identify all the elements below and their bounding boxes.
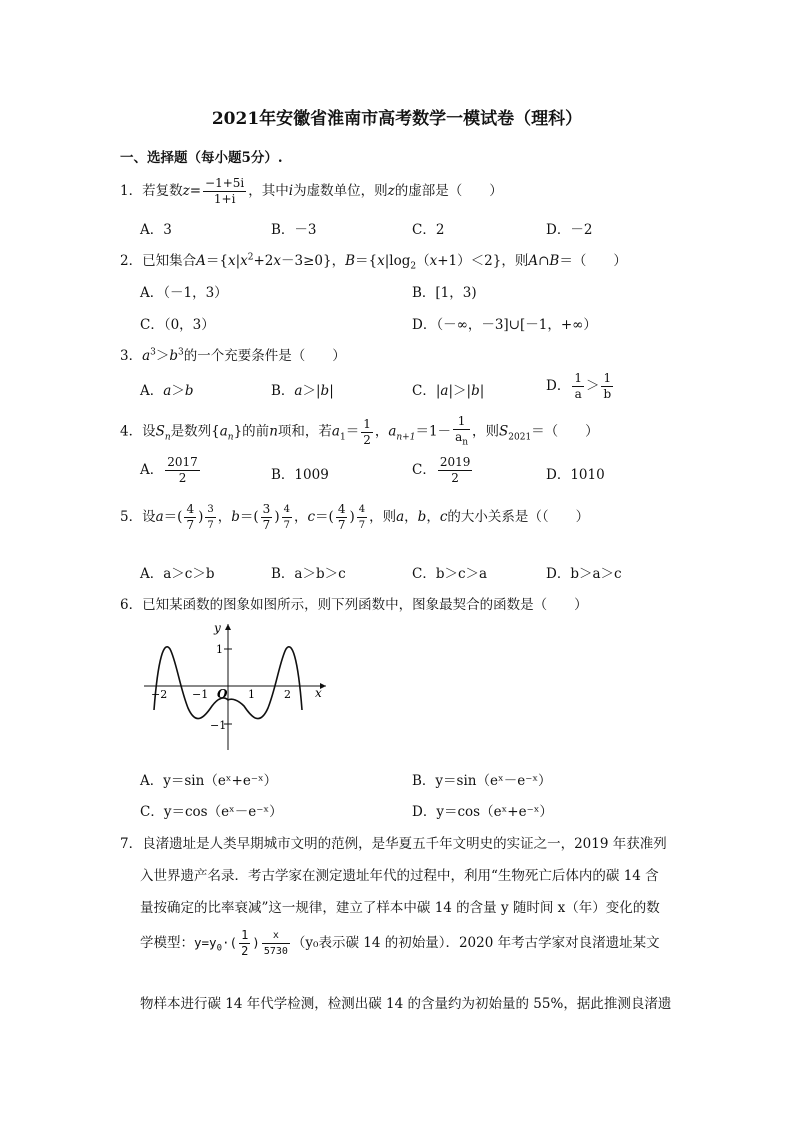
q6-option-b: B．y＝sin（eˣ－e⁻ˣ）	[412, 773, 552, 789]
question-2: 2．已知集合$A=\{x|x^2+2x-3\ge 0\}$，$B=\{x|\log_2(x+1)<2\}$，则A∩B＝（ ）	[120, 252, 627, 272]
q2-option-c: C．（0，3）	[140, 317, 215, 333]
q3-option-d: D． $\frac{1}{a}$ ＞ $\frac{1}{b}$	[546, 371, 612, 401]
y-axis-label: y	[214, 621, 221, 635]
q1-option-b: B．－3	[271, 222, 317, 238]
x-tick-label-2: 2	[284, 688, 291, 701]
q4-option-b: B．1009	[271, 467, 329, 483]
q7-line-4: 学模型：$y=y_0\cdot$( $\frac{1}{2}$ ) $\frac{x}{5730}$ （y₀表示碳 14 的初始量）．2020 年考古学家对良渚遗址某文	[140, 928, 660, 958]
x-axis-label: x	[315, 686, 322, 700]
q1-option-c: C．2	[412, 222, 445, 238]
q6-option-c: C．y＝cos（eˣ－e⁻ˣ）	[140, 804, 283, 820]
q2-option-d: D．（－∞，－3]∪[－1，+∞）	[412, 317, 597, 333]
y-tick-label-1: 1	[216, 643, 223, 656]
q3-option-b: B．a＞|b|	[271, 383, 334, 399]
q3-option-a: A．a＞b	[140, 383, 194, 399]
q7-line-5: 物样本进行碳 14 年代学检测，检测出碳 14 的含量约为初始量的 55%，据此推测良渚遗	[140, 996, 672, 1012]
q6-option-a: A．y＝sin（eˣ+e⁻ˣ）	[140, 773, 278, 789]
q5-option-b: B．a＞b＞c	[271, 566, 346, 582]
decay-model-formula: $y=y_0\cdot$( $\frac{1}{2}$ ) $\frac{x}{5730}$	[194, 928, 288, 958]
origin-label: O	[217, 687, 228, 701]
question-6: 6．已知某函数的图象如图所示，则下列函数中，图象最契合的函数是（ ）	[120, 597, 588, 613]
q7-line-3: 量按确定的比率衰减”这一规律，建立了样本中碳 14 的含量 y 随时间 x（年）变化的数	[140, 900, 660, 916]
q4-option-a: A． $\frac{2017}{2}$	[140, 455, 198, 485]
question-3: 3．$a^3>b^3$的一个充要条件是（ ）	[120, 347, 346, 364]
q1-fraction: $\frac{-1+5i}{1+i}$	[205, 176, 245, 206]
q7-line-1: 7．良渚遗址是人类早期城市文明的范例，是华夏五千年文明史的实证之一，2019 年获准列	[120, 836, 667, 852]
y-tick-label-minus-1: −1	[210, 719, 227, 732]
q1-option-a: A．3	[140, 222, 172, 238]
x-tick-label-minus-1: −1	[192, 688, 209, 701]
q5-option-c: C．b＞c＞a	[412, 566, 488, 582]
q2-option-b: B．[1，3)	[412, 285, 477, 301]
q4-option-d: D．1010	[546, 467, 605, 483]
q2-option-a: A．（－1，3）	[140, 285, 228, 301]
q4-option-c: C． $\frac{2019}{2}$	[412, 455, 471, 485]
page-title: 2021年安徽省淮南市高考数学一模试卷（理科）	[211, 109, 583, 129]
q6-option-d: D．y＝cos（eˣ+e⁻ˣ）	[412, 804, 553, 820]
q3-option-c: C．|a|＞|b|	[412, 383, 485, 399]
q5-option-a: A．a＞c＞b	[140, 566, 215, 582]
section-heading: 一、选择题（每小题5分）.	[120, 150, 283, 166]
q5-option-d: D．b＞a＞c	[546, 566, 622, 582]
x-tick-label-1: 1	[248, 688, 255, 701]
function-graph	[138, 618, 338, 754]
q7-line-2: 入世界遗产名录．考古学家在测定遗址年代的过程中，利用“生物死亡后体内的碳 14 含	[140, 868, 659, 884]
question-4: 4．设$S_n$是数列$\{a_n\}$的前n项和，若$a_1=$ $\frac{1}{2}$ ，$a_{n+1}=1-$ $\frac{1}{a_n}$ ，则$S_{2021}=$（ ）	[120, 414, 599, 448]
question-1: 1．若复数z= $\frac{-1+5i}{1+i}$ ，其中i为虚数单位，则z的虚部是（ ）	[120, 176, 503, 206]
question-5: 5．设a＝( $\frac{4}{7}$ ) $\frac{3}{7}$ ，b＝( $\frac{3}{7}$ ) $\frac{4}{7}$ ，c＝( $\frac{4}{7}$ ) $\frac{4}{7}$ ，则a，b，c的大小关系是（（ ）	[120, 502, 590, 532]
q1-option-d: D．－2	[546, 222, 593, 238]
x-tick-label-minus-2: −2	[151, 688, 168, 701]
